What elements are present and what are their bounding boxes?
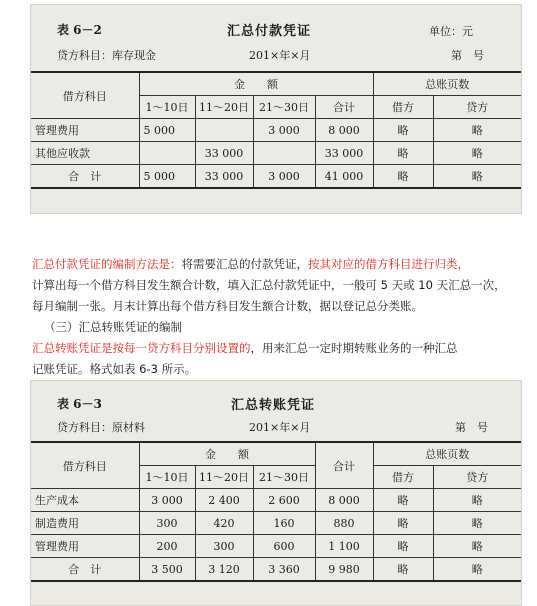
- paragraph-line: 每月编制一张。月末计算出每个借方科目发生额合计数，据以登记总分类账。: [32, 299, 423, 313]
- credit-account-label: 贷方科目：库存现金: [57, 49, 156, 62]
- header-amount: 金 额: [139, 72, 373, 96]
- table-title: 汇总转账凭证: [231, 398, 316, 413]
- period-label: 201×年×月: [249, 421, 311, 434]
- header-days-2: 11～20日: [195, 96, 253, 119]
- voucher-number-label: 第 号: [451, 49, 484, 62]
- unit-label: 单位：元: [429, 25, 473, 38]
- header-debit: 借方: [373, 466, 433, 489]
- table-title: 汇总付款凭证: [227, 24, 312, 39]
- summary-transfer-table: [31, 441, 521, 582]
- summary-payment-table: [31, 71, 521, 189]
- table-number: 表 6－2: [57, 23, 102, 37]
- table-row: 管理费用 200 300 600 1 100 略 略: [31, 535, 521, 558]
- paragraph-line: 计算出每一个借方科目发生额合计数，填入汇总付款凭证中，一般可 5 天或 10 天汇总一次，: [32, 278, 506, 292]
- header-ledger-pages: 总账页数: [373, 442, 521, 466]
- header-total: 合计: [315, 96, 373, 119]
- table-number: 表 6－3: [57, 397, 102, 411]
- table-row: 管理费用 5 000 3 000 8 000 略 略: [31, 119, 521, 142]
- header-row: [31, 442, 521, 466]
- header-days-1: 1～10日: [139, 96, 195, 119]
- header-total: 合计: [315, 442, 373, 489]
- header-debit: 借方: [373, 96, 433, 119]
- paragraph-line: 汇总转账凭证是按每一贷方科目分别设置的，用来汇总一定时期转账业务的一种汇总: [32, 341, 458, 355]
- header-debit-account: 借方科目: [31, 442, 139, 489]
- method-paragraph: [32, 254, 528, 380]
- header-debit-account: 借方科目: [31, 72, 139, 119]
- header-credit: 贷方: [433, 466, 521, 489]
- header-ledger-pages: 总账页数: [373, 72, 521, 96]
- table-row-total: 合 计 3 500 3 120 3 360 9 980 略 略: [31, 558, 521, 582]
- header-days-2: 11～20日: [195, 466, 253, 489]
- header-days-3: 21～30日: [253, 466, 315, 489]
- table-row-total: 合 计 5 000 33 000 3 000 41 000 略 略: [31, 165, 521, 189]
- header-days-3: 21～30日: [253, 96, 315, 119]
- header-days-1: 1～10日: [139, 466, 195, 489]
- voucher-scan-1: [30, 4, 522, 214]
- period-label: 201×年×月: [249, 49, 311, 62]
- header-row: [31, 72, 521, 96]
- paragraph-line: 汇总付款凭证的编制方法是：将需要汇总的付款凭证，按其对应的借方科目进行归类，: [32, 257, 469, 271]
- voucher-scan-2: [30, 380, 522, 606]
- table-row: 生产成本 3 000 2 400 2 600 8 000 略 略: [31, 489, 521, 512]
- voucher-number-label: 第 号: [455, 421, 488, 434]
- table-row: 制造费用 300 420 160 880 略 略: [31, 512, 521, 535]
- paragraph-line: 记账凭证。格式如表 6-3 所示。: [32, 362, 197, 376]
- header-credit: 贷方: [433, 96, 521, 119]
- credit-account-label: 贷方科目：原材料: [57, 421, 145, 434]
- table-row: 其他应收款 33 000 33 000 略 略: [31, 142, 521, 165]
- section-heading: （三）汇总转账凭证的编制: [44, 320, 182, 334]
- header-amount: 金 额: [139, 442, 315, 466]
